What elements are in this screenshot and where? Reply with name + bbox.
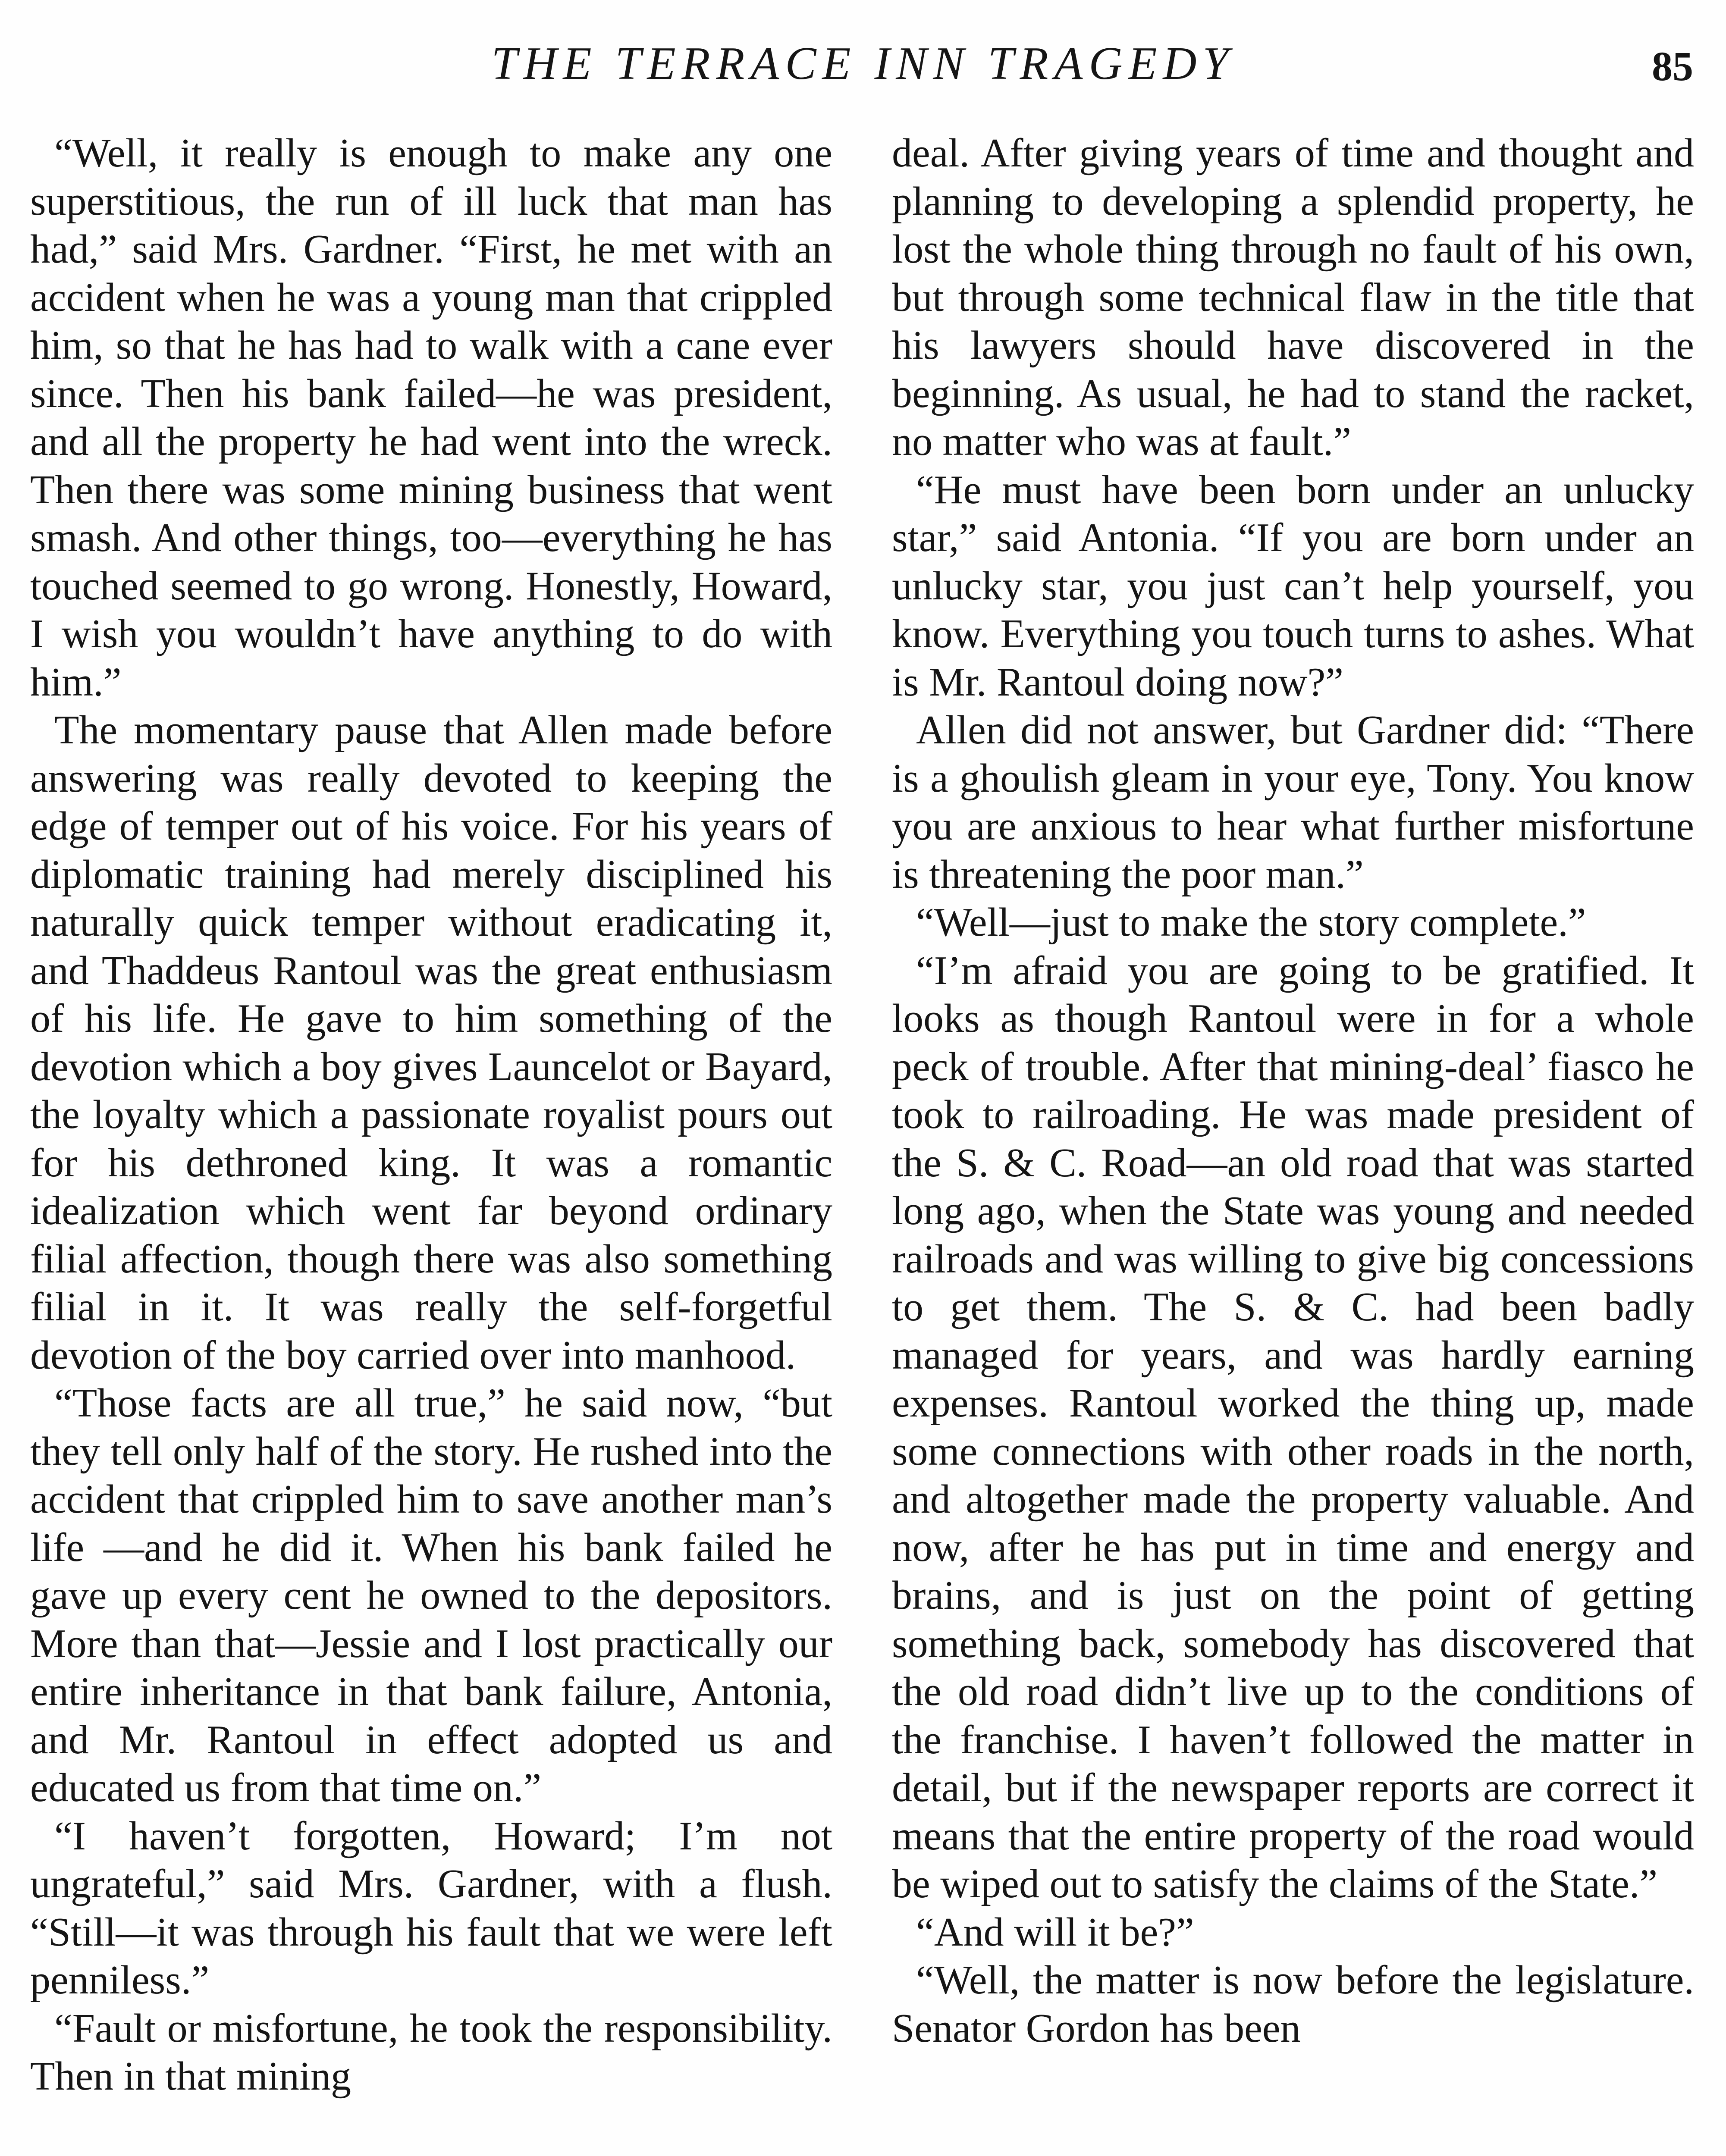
running-title: THE TERRACE INN TRAGEDY — [491, 38, 1235, 89]
paragraph: “Well, the matter is now before the legislature. Senator Gordon has been — [892, 1958, 1694, 2051]
right-column — [892, 129, 1694, 2053]
paragraph: “I’m afraid you are going to be gratified. It looks as though Rantoul were in for a whole peck of trouble. After that mining-deal’ fiasco he took to railroading. He was made president of the S. & C. Road—an old road that was started long ago, when the State was young and needed railroads and was willing to give big concessions to get them. The S. & C. had been badly managed for years, and was hardly earning expenses. Rantoul worked the thing up, made some connections with other roads in the north, and altogether made the property valuable. And now, after he has put in time and energy and brains, and is just on the point of getting something back, somebody has discovered that the old road didn’t live up to the conditions of the franchise. I haven’t followed the matter in detail, but if the newspaper reports are correct it means that the entire property of the road would be wiped out to satisfy the claims of the State.” — [892, 948, 1694, 1906]
paragraph: “Well—just to make the story complete.” — [916, 900, 1586, 945]
page-number: 85 — [1652, 43, 1693, 89]
paragraph: “Well, it really is enough to make any one superstitious, the run of ill luck that man has had,” said Mrs. Gardner. “First, he met with an accident when he was a young man that crippled him, so that he has had to walk with a cane ever since. Then his bank failed—he was president, and all the property he had went into the wreck. Then there was some mining business that went smash. And other things, too—everything he has touched seemed to go wrong. Honestly, Howard, I wish you wouldn’t have anything to do with him.” — [30, 131, 832, 705]
paragraph: Allen did not answer, but Gardner did: “There is a ghoulish gleam in your eye, Tony. You know you are anxious to hear what further misfortune is threatening the poor man.” — [892, 708, 1694, 897]
paragraph: “He must have been born under an unlucky star,” said Antonia. “If you are born under an unlucky star, you just can’t help yourself, you know. Everything you touch turns to ashes. What is Mr. Rantoul doing now?” — [892, 467, 1694, 705]
paragraph: “And will it be?” — [916, 1909, 1194, 1955]
paragraph: The momentary pause that Allen made before answering was really devoted to keeping the edge of temper out of his voice. For his years of diplomatic training had merely disciplined his naturally quick temper without eradicating it, and Thaddeus Rantoul was the great enthusiasm of his life. He gave to him something of the devotion which a boy gives Launcelot or Bayard, the loyalty which a passionate royalist pours out for his dethroned king. It was a romantic idealization which went far beyond ordinary filial affection, though there was also something filial in it. It was really the self-forgetful devotion of the boy carried over into manhood. — [30, 708, 832, 1378]
paragraph: “Those facts are all true,” he said now, “but they tell only half of the story. He rushed into the accident that crippled him to save another man’s life —and he did it. When his bank failed he gave up every cent he owned to the depositors. More than that—Jessie and I lost practically our entire inheritance in that bank failure, Antonia, and Mr. Rantoul in effect adopted us and educated us from that time on.” — [30, 1381, 832, 1810]
paragraph: deal. After giving years of time and thought and planning to developing a splendid property, he lost the whole thing through no fault of his own, but through some technical flaw in the title that his lawyers should have discovered in the beginning. As usual, he had to stand the racket, no matter who was at fault.” — [892, 131, 1694, 464]
paragraph: “I haven’t forgotten, Howard; I’m not ungrateful,” said Mrs. Gardner, with a flush. “Still—it was through his fault that we were left penniless.” — [30, 1813, 832, 2002]
left-column — [30, 129, 832, 2101]
running-head — [0, 34, 1726, 94]
paragraph: “Fault or misfortune, he took the responsibility. Then in that mining — [30, 2006, 832, 2099]
